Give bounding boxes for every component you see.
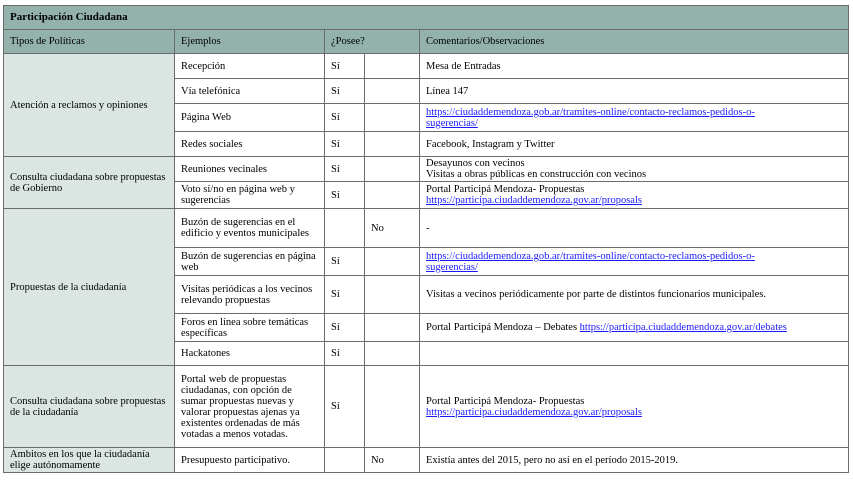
sugerencias-link[interactable]: https://ciudaddemendoza.gob.ar/tramites-online/contacto-reclamos-pedidos-o- sugerencias/ <box>426 250 755 273</box>
posee-si <box>325 448 365 473</box>
posee-no <box>365 132 420 157</box>
example-cell: Recepción <box>175 54 325 79</box>
posee-si: Sí <box>325 157 365 182</box>
posee-no: No <box>365 209 420 248</box>
policy-type: Ambitos en los que la ciudadanía elige autónomamente <box>4 448 175 473</box>
comment-cell: Facebook, Instagram y Twitter <box>420 132 849 157</box>
header-posee: ¿Posee? <box>325 30 420 54</box>
table-title: Participación Ciudadana <box>4 6 849 30</box>
posee-no <box>365 314 420 342</box>
table-row <box>4 448 849 473</box>
posee-no <box>365 79 420 104</box>
comment-cell <box>420 104 849 132</box>
header-row <box>4 30 849 54</box>
policy-type: Consulta ciudadana sobre propuestas de la ciudadanía <box>4 366 175 448</box>
posee-si: Sí <box>325 276 365 314</box>
posee-si: Sí <box>325 132 365 157</box>
comment-cell: Visitas a vecinos periódicamente por parte de distintos funcionarios municipales. <box>420 276 849 314</box>
example-cell: Hackatones <box>175 342 325 366</box>
debates-link[interactable]: https://participa.ciudaddemendoza.gov.ar/debates <box>579 322 787 333</box>
comment-cell: Portal Participá Mendoza- Propuestas https://participa.ciudaddemendoza.gov.ar/proposals <box>420 182 849 209</box>
posee-si: Sí <box>325 104 365 132</box>
posee-no <box>365 157 420 182</box>
example-cell: Buzón de sugerencias en el edificio y eventos municipales <box>175 209 325 248</box>
comment-cell: Existía antes del 2015, pero no así en el período 2015-2019. <box>420 448 849 473</box>
header-tipos: Tipos de Políticas <box>4 30 175 54</box>
posee-no: No <box>365 448 420 473</box>
posee-no <box>365 342 420 366</box>
participation-table <box>3 5 849 473</box>
posee-no <box>365 104 420 132</box>
posee-si: Sí <box>325 248 365 276</box>
policy-type: Consulta ciudadana sobre propuestas de Gobierno <box>4 157 175 209</box>
example-cell: Redes sociales <box>175 132 325 157</box>
header-comentarios: Comentarios/Observaciones <box>420 30 849 54</box>
comment-cell <box>420 248 849 276</box>
table-row <box>4 209 849 248</box>
comment-cell: Desayunos con vecinos Visitas a obras públicas en construcción con vecinos <box>420 157 849 182</box>
posee-no <box>365 54 420 79</box>
example-cell: Página Web <box>175 104 325 132</box>
posee-si: Sí <box>325 79 365 104</box>
posee-si: Sí <box>325 342 365 366</box>
example-cell: Presupuesto participativo. <box>175 448 325 473</box>
posee-si <box>325 209 365 248</box>
posee-no <box>365 366 420 448</box>
posee-no <box>365 248 420 276</box>
comment-cell: Portal Participá Mendoza- Propuestas https://participa.ciudaddemendoza.gov.ar/proposals <box>420 366 849 448</box>
policy-type: Propuestas de la ciudadanía <box>4 209 175 366</box>
example-cell: Vía telefónica <box>175 79 325 104</box>
title-row <box>4 6 849 30</box>
comment-cell: Portal Participá Mendoza – Debates https://participa.ciudaddemendoza.gov.ar/debates <box>420 314 849 342</box>
example-cell: Voto sí/no en página web y sugerencias <box>175 182 325 209</box>
posee-si: Sí <box>325 54 365 79</box>
proposals-link[interactable]: https://participa.ciudaddemendoza.gov.ar/proposals <box>426 406 642 418</box>
header-ejemplos: Ejemplos <box>175 30 325 54</box>
comment-cell: - <box>420 209 849 248</box>
table-row <box>4 366 849 448</box>
policy-type: Atención a reclamos y opiniones <box>4 54 175 157</box>
table-row <box>4 54 849 79</box>
table-row <box>4 157 849 182</box>
reclamos-link[interactable]: https://ciudaddemendoza.gob.ar/tramites-online/contacto-reclamos-pedidos-o- sugerencias/ <box>426 106 755 129</box>
proposals-link[interactable]: https://participa.ciudaddemendoza.gov.ar/proposals <box>426 195 642 206</box>
example-cell: Foros en línea sobre temáticas específicas <box>175 314 325 342</box>
comment-cell: Línea 147 <box>420 79 849 104</box>
posee-no <box>365 276 420 314</box>
example-cell: Portal web de propuestas ciudadanas, con opción de sumar propuestas nuevas y valorar propuestas ajenas ya existentes ordenadas de más votadas a menos votadas. <box>175 366 325 448</box>
posee-no <box>365 182 420 209</box>
example-cell: Buzón de sugerencias en página web <box>175 248 325 276</box>
comment-cell: Mesa de Entradas <box>420 54 849 79</box>
posee-si: Sí <box>325 366 365 448</box>
example-cell: Visitas periódicas a los vecinos relevando propuestas <box>175 276 325 314</box>
example-cell: Reuniones vecinales <box>175 157 325 182</box>
posee-si: Sí <box>325 182 365 209</box>
comment-cell <box>420 342 849 366</box>
posee-si: Sí <box>325 314 365 342</box>
